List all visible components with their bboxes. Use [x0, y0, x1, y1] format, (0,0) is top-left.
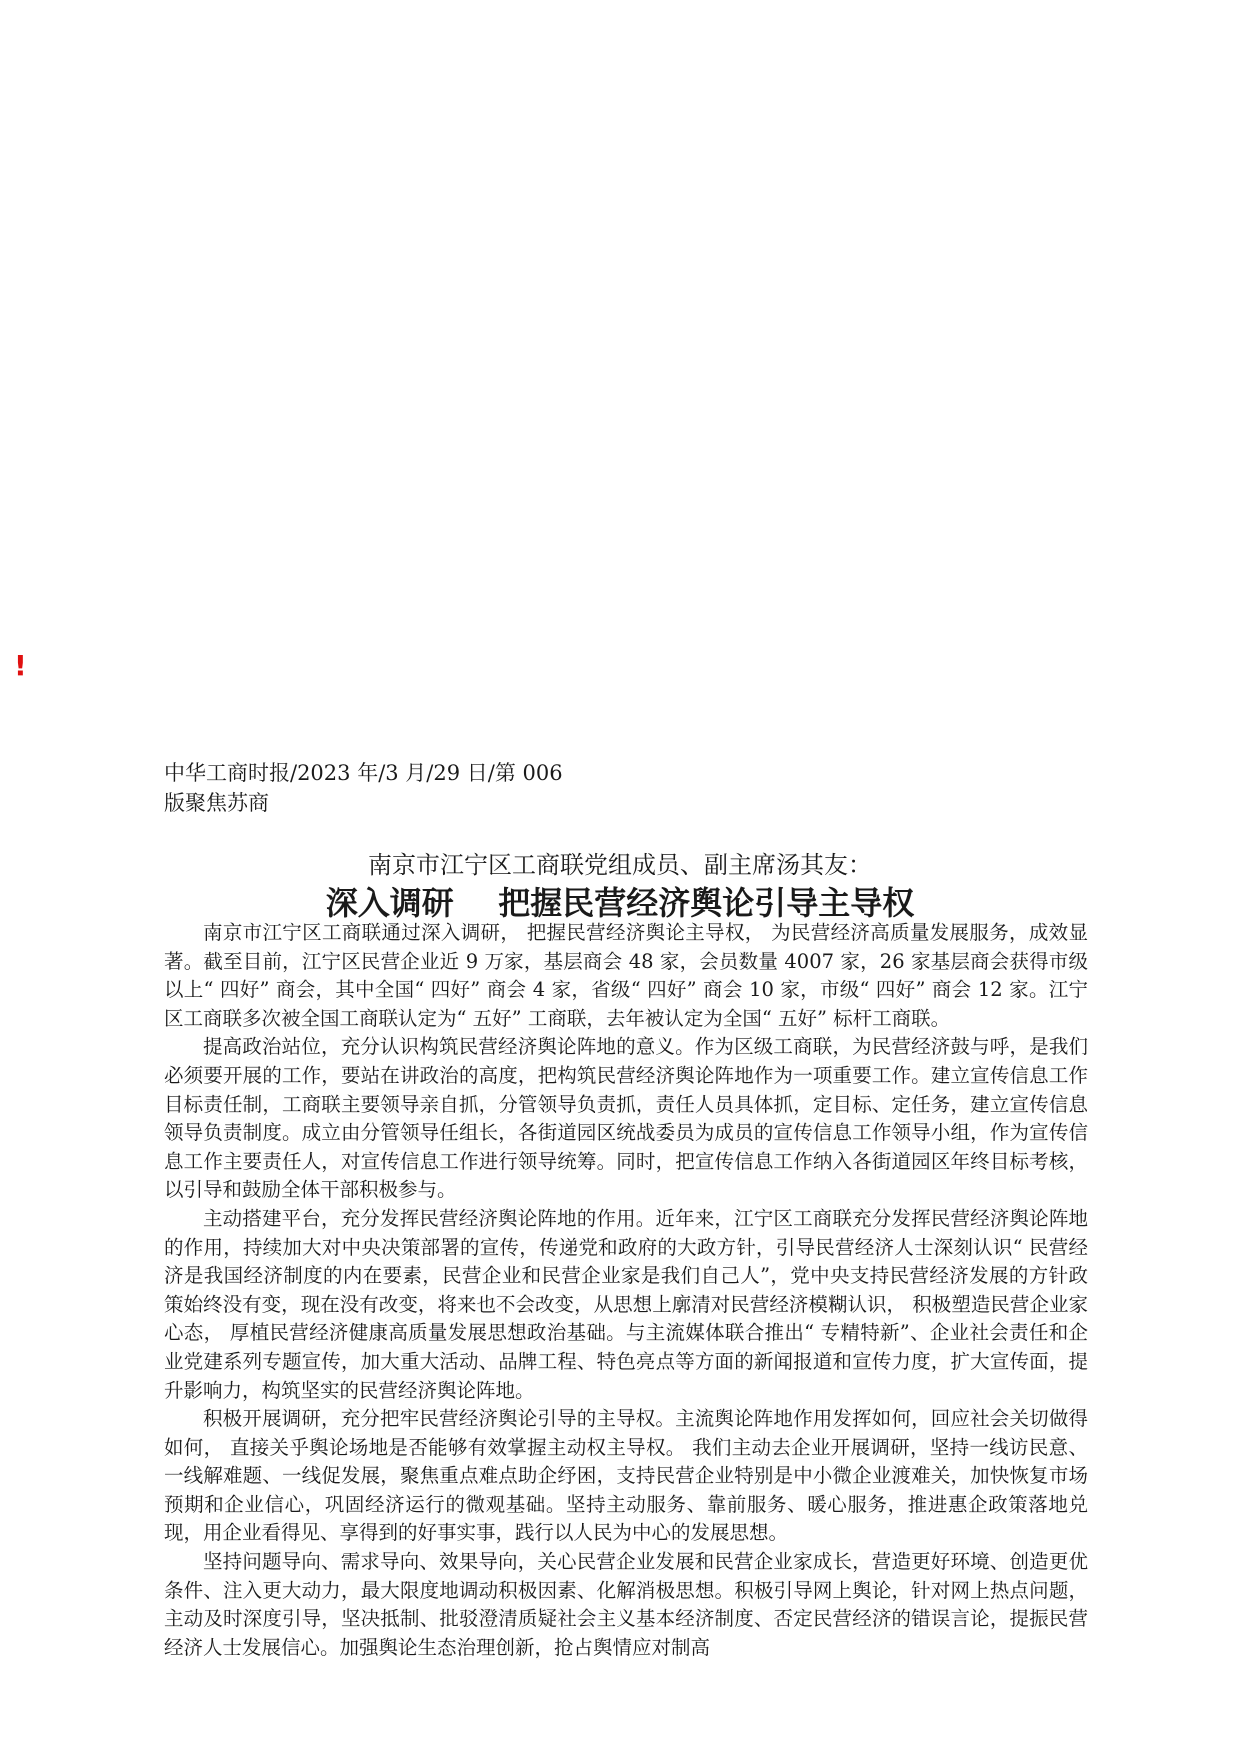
- source-line-1: 中华工商时报/2023 年/3 月/29 日/第 006: [164, 761, 563, 785]
- article-headline: 深入调研 把握民营经济舆论引导主导权: [325, 884, 915, 922]
- article-paragraph: 坚持问题导向、需求导向、效果导向，关心民营企业发展和民营企业家成长，营造更好环境、创造更优条件、注入更大动力，最大限度地调动积极因素、化解消极思想。积极引导网上舆论，针对网上热点问题，主动及时深度引导，坚决抵制、批驳澄清质疑社会主义基本经济制度、否定民营经济的错误言论，提振民营经济人士发展信心。加强舆论生态治理创新，抢占舆情应对制高: [164, 1550, 1088, 1659]
- article-paragraph: 提高政治站位，充分认识构筑民营经济舆论阵地的意义。作为区级工商联，为民营经济鼓与呼，是我们必须要开展的工作，要站在讲政治的高度，把构筑民营经济舆论阵地作为一项重要工作。建立宣传信息工作目标责任制，工商联主要领导亲自抓，分管领导负责抓，责任人员具体抓，定目标、定任务，建立宣传信息领导负责制度。成立由分管领导任组长，各街道园区统战委员为成员的宣传信息工作领导小组，作为宣传信息工作主要责任人，对宣传信息工作进行领导统筹。同时，把宣传信息工作纳入各街道园区年终目标考核，以引导和鼓励全体干部积极参与。: [164, 1035, 1088, 1202]
- source-citation: [164, 758, 764, 818]
- source-line-2: 版聚焦苏商: [164, 791, 269, 815]
- article-body: [164, 919, 1088, 1754]
- article-paragraph: 南京市江宁区工商联通过深入调研， 把握民营经济舆论主导权， 为民营经济高质量发展服务，成效显著。截至目前，江宁区民营企业近 9 万家，基层商会 48 家，会员数量 4007 家，26 家基层商会获得市级以上“ 四好” 商会，其中全国“ 四好” 商会 4 家，省级“ 四好” 商会 10 家，市级“ 四好” 商会 12 家。江宁区工商联多次被全国工商联认定为“ 五好” 工商联，去年被认定为全国“ 五好” 标杆工商联。: [164, 921, 1088, 1030]
- article-paragraph: 主动搭建平台，充分发挥民营经济舆论阵地的作用。近年来，江宁区工商联充分发挥民营经济舆论阵地的作用，持续加大对中央决策部署的宣传，传递党和政府的大政方针，引导民营经济人士深刻认识“ 民营经济是我国经济制度的内在要素，民营企业和民营企业家是我们自己人”，党中央支持民营经济发展的方针政策始终没有变，现在没有改变，将来也不会改变，从思想上廓清对民营经济模糊认识， 积极塑造民营企业家心态， 厚植民营经济健康高质量发展思想政治基础。与主流媒体联合推出“ 专精特新”、企业社会责任和企业党建系列专题宣传，加大重大活动、品牌工程、特色亮点等方面的新闻报道和宣传力度，扩大宣传面，提升影响力，构筑坚实的民营经济舆论阵地。: [164, 1206, 1088, 1402]
- article-paragraph: 积极开展调研，充分把牢民营经济舆论引导的主导权。主流舆论阵地作用发挥如何，回应社会关切做得如何， 直接关乎舆论场地是否能够有效掌握主动权主导权。 我们主动去企业开展调研，坚持一线访民意、一线解难题、一线促发展，聚焦重点难点助企纾困，支持民营企业特别是中小微企业渡难关，加快恢复市场预期和企业信心，巩固经济运行的微观基础。坚持主动服务、靠前服务、暖心服务，推进惠企政策落地兑现，用企业看得见、享得到的好事实事，践行以人民为中心的发展思想。: [164, 1407, 1088, 1545]
- article-subtitle: 南京市江宁区工商联党组成员、副主席汤其友：: [368, 851, 872, 879]
- margin-exclamation-mark: !: [14, 649, 27, 682]
